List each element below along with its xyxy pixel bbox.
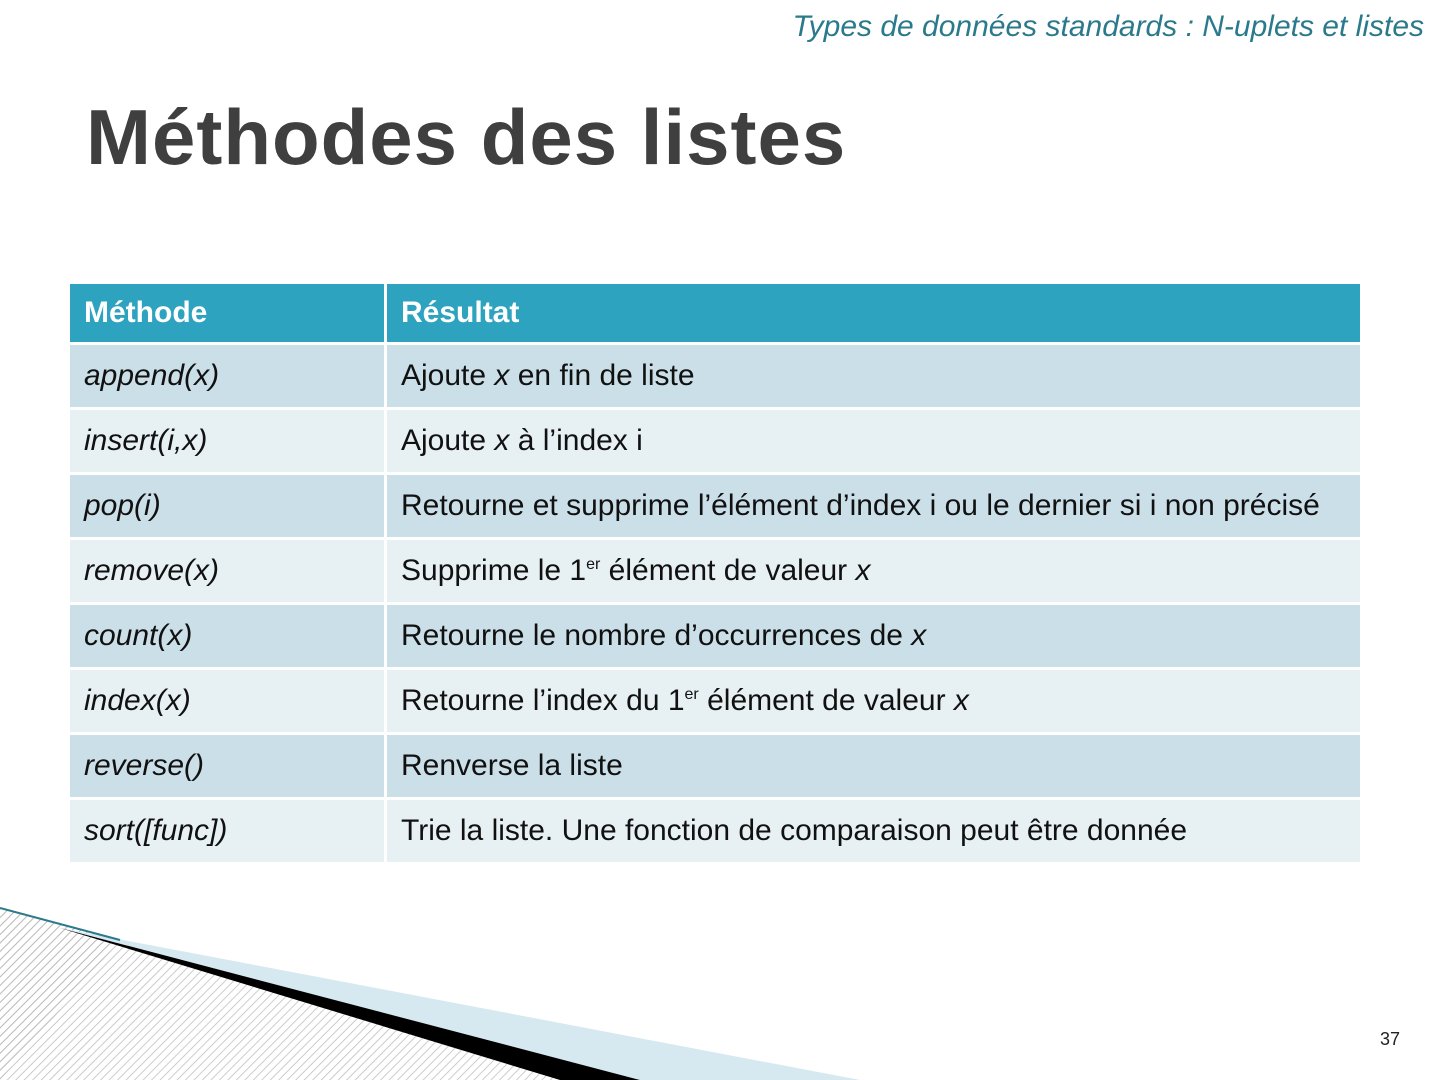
result-text: en fin de liste [509, 359, 695, 392]
result-cell [386, 734, 1362, 799]
result-text: er [684, 686, 699, 703]
result-cell [386, 474, 1362, 539]
result-text: Retourne le nombre d’occurrences de [401, 619, 912, 652]
result-cell [386, 669, 1362, 734]
result-text: x [855, 554, 871, 587]
method-cell: count(x) [69, 604, 386, 669]
table-row [69, 604, 1362, 669]
method-cell: index(x) [69, 669, 386, 734]
method-cell: remove(x) [69, 539, 386, 604]
method-cell: append(x) [69, 344, 386, 409]
page-number: 37 [1379, 1029, 1400, 1049]
result-text: Retourne l’index du 1 [401, 684, 685, 717]
table-row [69, 409, 1362, 474]
result-cell [386, 409, 1362, 474]
result-text: élément de valeur [600, 554, 856, 587]
result-text: Renverse la liste [401, 749, 623, 782]
table-body [69, 344, 1362, 864]
column-header-result: Résultat [386, 283, 1362, 344]
method-cell: reverse() [69, 734, 386, 799]
result-text: er [586, 556, 601, 573]
result-cell [386, 344, 1362, 409]
result-text: Ajoute [401, 424, 495, 457]
result-text: à l’index i [509, 424, 643, 457]
result-text: x [953, 684, 969, 717]
table-header-row [69, 283, 1362, 344]
corner-decoration [0, 900, 860, 1080]
method-cell: pop(i) [69, 474, 386, 539]
result-text: x [911, 619, 927, 652]
result-text: x [494, 359, 510, 392]
table-row [69, 799, 1362, 864]
table-row [69, 734, 1362, 799]
method-cell: sort([func]) [69, 799, 386, 864]
result-cell [386, 799, 1362, 864]
section-header: Types de données standards : N-uplets et listes [792, 10, 1424, 43]
result-text: Trie la liste. Une fonction de comparaison peut être donnée [401, 814, 1188, 847]
column-header-method: Méthode [69, 283, 386, 344]
table-row [69, 344, 1362, 409]
result-text: Retourne et supprime l’élément d’index i ou le dernier si i non précisé [401, 489, 1320, 522]
table-row [69, 669, 1362, 734]
table-row [69, 474, 1362, 539]
result-text: Supprime le 1 [401, 554, 587, 587]
result-cell [386, 604, 1362, 669]
slide-title: Méthodes des listes [86, 93, 847, 181]
result-text: Ajoute [401, 359, 495, 392]
table-row [69, 539, 1362, 604]
result-cell [386, 539, 1362, 604]
result-text: élément de valeur [698, 684, 954, 717]
methods-table [67, 281, 1363, 865]
method-cell: insert(i,x) [69, 409, 386, 474]
result-text: x [494, 424, 510, 457]
